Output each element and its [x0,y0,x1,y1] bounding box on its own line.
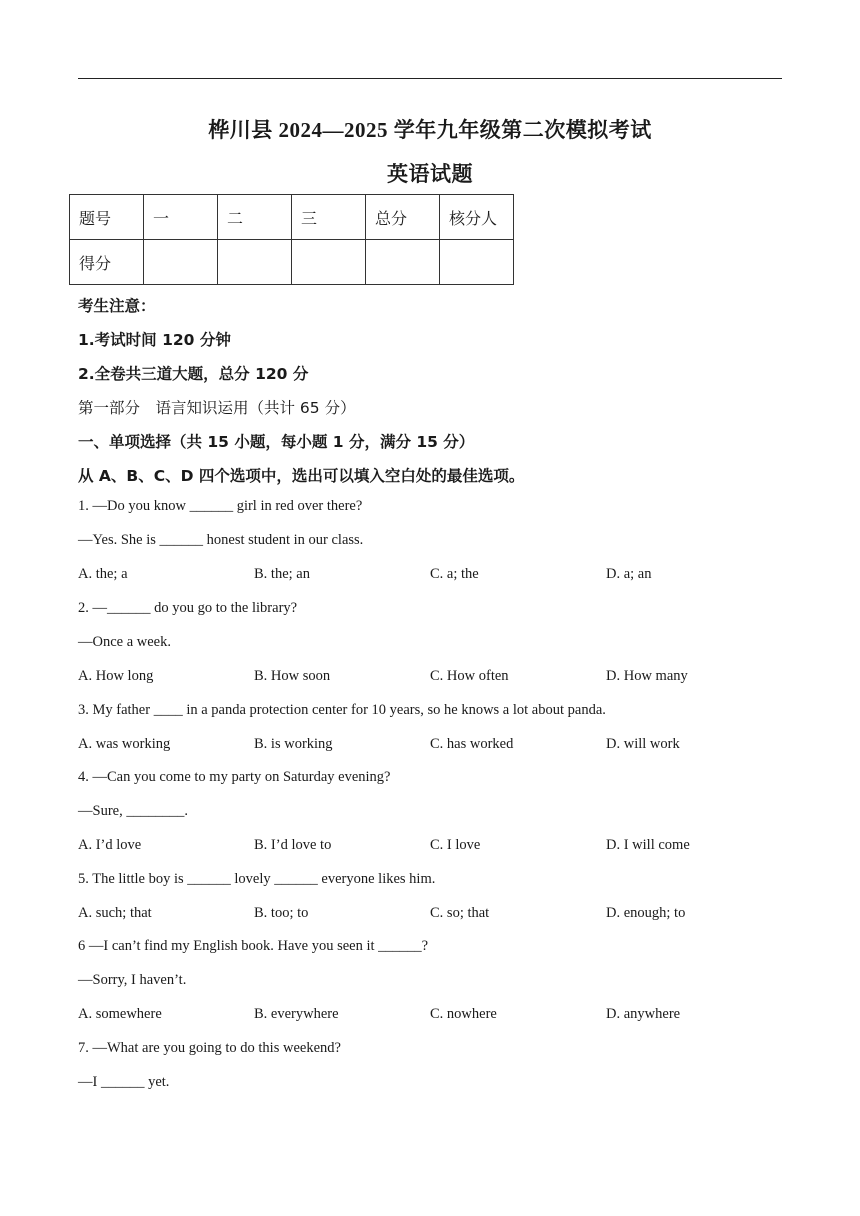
score-input-cell[interactable] [366,240,440,285]
question-stem: 1. —Do you know ______ girl in red over there? [78,498,363,514]
score-input-cell[interactable] [218,240,292,285]
question-stem: 7. —What are you going to do this weekend? [78,1040,341,1056]
option-a: A. such; that [78,905,152,921]
option-a: A. the; a [78,566,128,582]
option-c: C. How often [430,668,509,684]
option-b: B. I’d love to [254,837,332,853]
exam-title: 桦川县 2024—2025 学年九年级第二次模拟考试 [208,118,652,142]
score-input-cell[interactable] [440,240,514,285]
option-d: D. I will come [606,837,690,853]
score-input-cell[interactable] [292,240,366,285]
section-instruction: 从 A、B、C、D 四个选项中，选出可以填入空白处的最佳选项。 [78,467,525,485]
score-header-cell: 一 [144,195,218,240]
score-header-cell: 总分 [366,195,440,240]
question-stem: 3. My father ____ in a panda protection center for 10 years, so he knows a lot about panda. [78,702,606,718]
question-stem: —Yes. She is ______ honest student in our class. [78,532,364,548]
question-stem: 4. —Can you come to my party on Saturday evening? [78,769,391,785]
score-table-score-row [70,240,514,285]
option-a: A. somewhere [78,1006,162,1022]
option-d: D. a; an [606,566,652,582]
section-title: 一、单项选择（共 15 小题，每小题 1 分，满分 15 分） [78,433,475,451]
score-table-header-row [70,195,514,240]
option-c: C. nowhere [430,1006,497,1022]
score-row-label: 得分 [70,240,144,285]
option-c: C. I love [430,837,481,853]
question-stem: —Once a week. [78,634,171,650]
option-b: B. is working [254,736,333,752]
score-header-cell: 题号 [70,195,144,240]
option-a: A. I’d love [78,837,142,853]
question-stem: —I ______ yet. [78,1074,170,1090]
score-header-cell: 三 [292,195,366,240]
option-d: D. will work [606,736,680,752]
part-title: 第一部分 语言知识运用（共计 65 分） [78,399,356,417]
question-stem: 2. —______ do you go to the library? [78,600,298,616]
option-b: B. the; an [254,566,310,582]
option-d: D. enough; to [606,905,686,921]
option-c: C. so; that [430,905,490,921]
option-b: B. too; to [254,905,309,921]
option-d: D. anywhere [606,1006,681,1022]
header-rule [78,78,782,79]
question-stem: —Sure, ________. [78,803,188,819]
exam-subtitle: 英语试题 [387,162,473,186]
option-b: B. How soon [254,668,331,684]
option-d: D. How many [606,668,688,684]
note-item: 2.全卷共三道大题，总分 120 分 [78,365,309,383]
question-stem: —Sorry, I haven’t. [78,972,187,988]
option-c: C. a; the [430,566,479,582]
notes-heading: 考生注意： [78,297,156,315]
option-b: B. everywhere [254,1006,339,1022]
question-stem: 5. The little boy is ______ lovely ______ everyone likes him. [78,871,436,887]
note-item: 1.考试时间 120 分钟 [78,331,231,349]
score-table [69,194,514,285]
score-input-cell[interactable] [144,240,218,285]
score-header-cell: 二 [218,195,292,240]
question-stem: 6 —I can’t find my English book. Have you seen it ______? [78,938,429,954]
option-a: A. How long [78,668,154,684]
option-a: A. was working [78,736,171,752]
option-c: C. has worked [430,736,514,752]
score-header-cell: 核分人 [440,195,514,240]
